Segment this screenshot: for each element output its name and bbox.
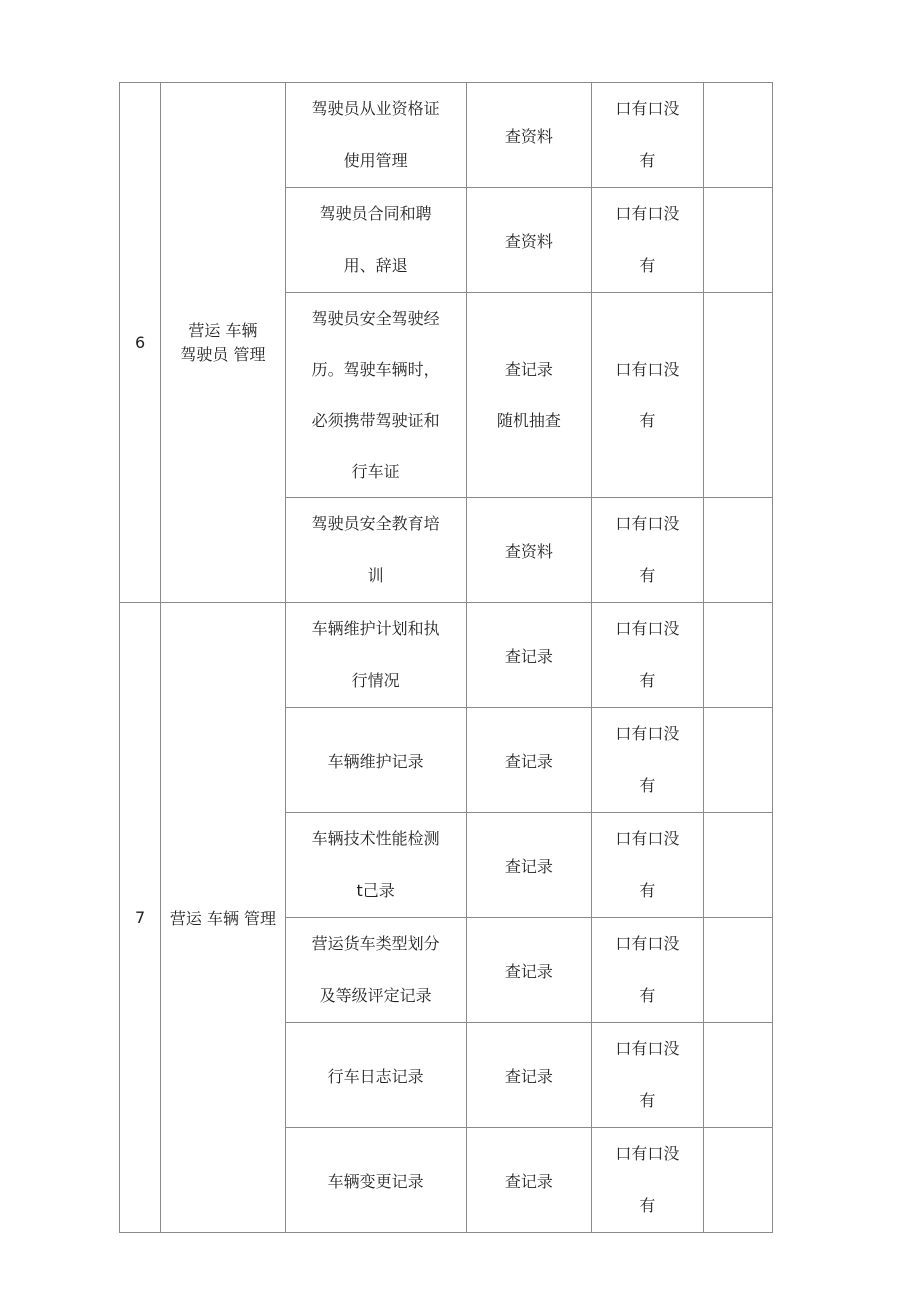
item-line: 必须携带驾驶证和 (311, 411, 440, 430)
result-line: 有 (639, 151, 656, 170)
check-method: 查记录 (466, 918, 592, 1023)
check-result (592, 293, 704, 498)
result-line: 有 (639, 566, 656, 585)
check-result (592, 1128, 704, 1233)
item-line: 驾驶员安全教育培 (311, 514, 440, 533)
check-method: 查资料 (466, 498, 592, 603)
result-line: 有 (639, 1196, 656, 1215)
result-line: 有 (639, 411, 656, 430)
check-method: 查资料 (466, 83, 592, 188)
check-item (285, 813, 466, 918)
table-row (120, 83, 773, 188)
remark-cell (703, 498, 772, 603)
item-line: 驾驶员合同和聘 (319, 204, 432, 223)
inspection-table (119, 82, 773, 1233)
check-item (285, 498, 466, 603)
check-item (285, 188, 466, 293)
check-method: 查资料 (466, 188, 592, 293)
check-item: 车辆维护记录 (285, 708, 466, 813)
item-line: 驾驶员从业资格证 (311, 99, 440, 118)
check-method: 查记录 (466, 1023, 592, 1128)
item-line: 驾驶员安全驾驶经 (311, 309, 440, 328)
result-line: 有 (639, 671, 656, 690)
result-line: 有 (639, 776, 656, 795)
result-line: 口有口没 (615, 360, 680, 379)
remark-cell (703, 1023, 772, 1128)
check-item (285, 83, 466, 188)
check-item (285, 603, 466, 708)
result-line: 口有口没 (615, 1039, 680, 1058)
remark-cell (703, 293, 772, 498)
check-method: 查记录 (466, 603, 592, 708)
category-line: 驾驶员 管理 (180, 344, 266, 364)
item-line: t己录 (356, 881, 395, 900)
check-result (592, 188, 704, 293)
item-line: 行车证 (351, 462, 400, 481)
result-line: 口有口没 (615, 99, 680, 118)
item-line: 训 (367, 566, 384, 585)
result-line: 有 (639, 256, 656, 275)
result-line: 口有口没 (615, 1144, 680, 1163)
check-item (285, 918, 466, 1023)
result-line: 有 (639, 881, 656, 900)
check-item (285, 293, 466, 498)
group-number: 6 (120, 83, 161, 603)
item-line: 营运货车类型划分 (311, 934, 440, 953)
remark-cell (703, 1128, 772, 1233)
check-result (592, 83, 704, 188)
item-line: 车辆维护计划和执 (311, 619, 440, 638)
result-line: 有 (639, 986, 656, 1005)
remark-cell (703, 813, 772, 918)
check-method: 查记录 (466, 1128, 592, 1233)
remark-cell (703, 708, 772, 813)
check-result (592, 603, 704, 708)
item-line: 用、辞退 (343, 256, 408, 275)
method-line: 查记录 (504, 360, 553, 379)
check-method: 查记录 (466, 708, 592, 813)
remark-cell (703, 188, 772, 293)
result-line: 口有口没 (615, 204, 680, 223)
remark-cell (703, 83, 772, 188)
item-line: 使用管理 (343, 151, 408, 170)
result-line: 口有口没 (615, 619, 680, 638)
result-line: 有 (639, 1091, 656, 1110)
check-result (592, 1023, 704, 1128)
item-line: 及等级评定记录 (319, 986, 432, 1005)
result-line: 口有口没 (615, 724, 680, 743)
check-result (592, 813, 704, 918)
check-result (592, 498, 704, 603)
remark-cell (703, 603, 772, 708)
check-item: 车辆变更记录 (285, 1128, 466, 1233)
category-line: 营运 车辆 管理 (169, 909, 277, 928)
item-line: 车辆技术性能检测 (311, 829, 440, 848)
table-row (120, 603, 773, 708)
item-line: 行情况 (351, 671, 400, 690)
group-number: 7 (120, 603, 161, 1233)
check-result (592, 708, 704, 813)
remark-cell (703, 918, 772, 1023)
result-line: 口有口没 (615, 829, 680, 848)
check-method (466, 293, 592, 498)
check-item: 行车日志记录 (285, 1023, 466, 1128)
result-line: 口有口没 (615, 514, 680, 533)
category-line: 营运 车辆 (188, 320, 258, 340)
check-result (592, 918, 704, 1023)
group-category (161, 603, 286, 1233)
result-line: 口有口没 (615, 934, 680, 953)
method-line: 随机抽查 (496, 411, 561, 430)
item-line: 历。驾驶车辆时， (311, 360, 440, 379)
check-method: 查记录 (466, 813, 592, 918)
group-category (161, 83, 286, 603)
